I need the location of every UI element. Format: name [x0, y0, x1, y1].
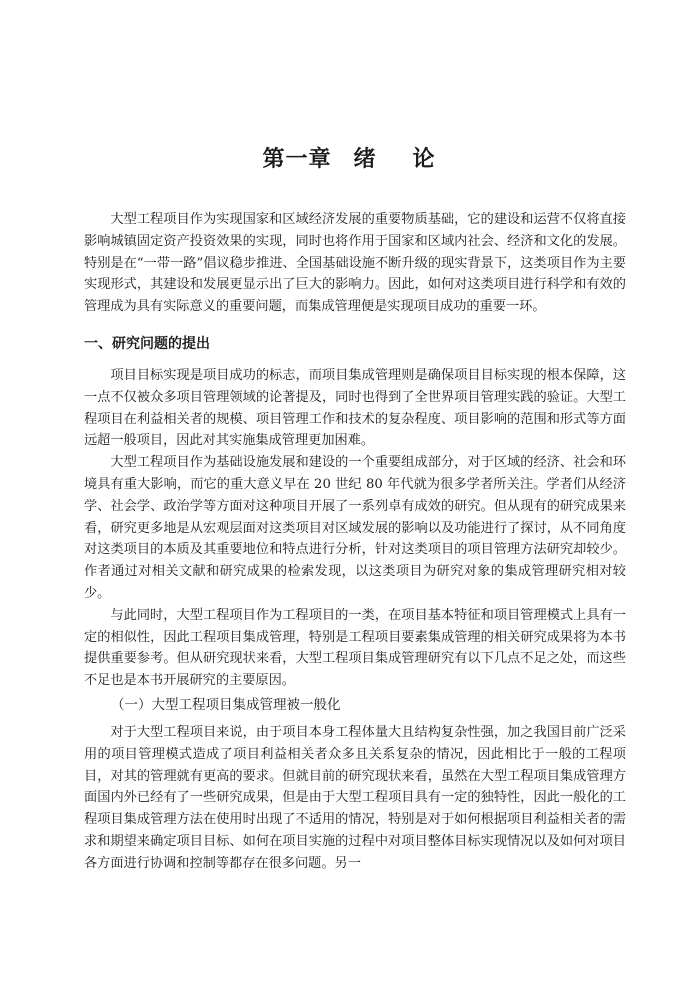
section-heading: 一、研究问题的提出	[84, 335, 210, 352]
section-paragraph-1: 项目目标实现是项目成功的标志，而项目集成管理则是确保项目目标实现的根本保障，这一点不仅被众多项目管理领域的论著提及，同时也得到了全世界项目管理实践的验证。大型工程项目在利益相关者的规模、项目管理工作和技术的复杂程度、项目影响的范围和形式等方面远超一般项目，因此对其实施集成管理更加困难。	[84, 367, 626, 449]
chapter-body	[84, 209, 626, 875]
subsection-heading: （一）大型工程项目集成管理被一般化	[111, 696, 341, 713]
chapter-title	[0, 143, 698, 175]
subsection-paragraph: 对于大型工程项目来说，由于项目本身工程体量大且结构复杂性强，加之我国目前广泛采用的项目管理模式造成了项目利益相关者众多且关系复杂的情况，因此相比于一般的工程项目，对其的管理就有更高的要求。但就目前的研究现状来看，虽然在大型工程项目集成管理方面国内外已经有了一些研究成果，但是由于大型工程项目具有一定的独特性，因此一般化的工程项目集成管理方法在使用时出现了不适用的情况，特别是对于如何根据项目利益相关者的需求和期望来确定项目目标、如何在项目实施的过程中对项目整体目标实现情况以及如何对项目各方面进行协调和控制等都存在很多问题。另一	[84, 724, 626, 871]
intro-paragraph: 大型工程项目作为实现国家和区域经济发展的重要物质基础，它的建设和运营不仅将直接影响城镇固定资产投资效果的实现，同时也将作用于国家和区域内社会、经济和文化的发展。特别是在“一带一路”倡议稳步推进、全国基础设施不断升级的现实背景下，这类项目作为主要实现形式，其建设和发展更显示出了巨大的影响力。因此，如何对这类项目进行科学和有效的管理成为具有实际意义的重要问题，而集成管理便是实现项目成功的重要一环。	[84, 212, 626, 315]
chapter-label: 第一章	[262, 145, 332, 172]
chapter-title-char-2: 论	[412, 145, 436, 172]
section-paragraph-2: 大型工程项目作为基础设施发展和建设的一个重要组成部分，对于区域的经济、社会和环境具有重大影响，而它的重大意义早在 20 世纪 80 年代就为很多学者所关注。学者们从经济学、社会学、政治学等方面对这种项目开展了一系列卓有成效的研究。但从现有的研究成果来看，研究更多地是从宏观层面对这类项目对区域发展的影响以及功能进行了探讨，从不同角度对这类项目的本质及其重要地位和特点进行分析，针对这类项目的项目管理方法研究却较少。作者通过对相关文献和研究成果的检索发现，以这类项目为研究对象的集成管理研究相对较少。	[84, 455, 626, 601]
chapter-title-char-1: 绪	[353, 145, 377, 172]
section-paragraph-3: 与此同时，大型工程项目作为工程项目的一类，在项目基本特征和项目管理模式上具有一定的相似性，因此工程项目集成管理，特别是工程项目要素集成管理的相关研究成果将为本书提供重要参考。但从研究现状来看，大型工程项目集成管理研究有以下几点不足之处，而这些不足也是本书开展研究的主要原因。	[84, 607, 626, 689]
